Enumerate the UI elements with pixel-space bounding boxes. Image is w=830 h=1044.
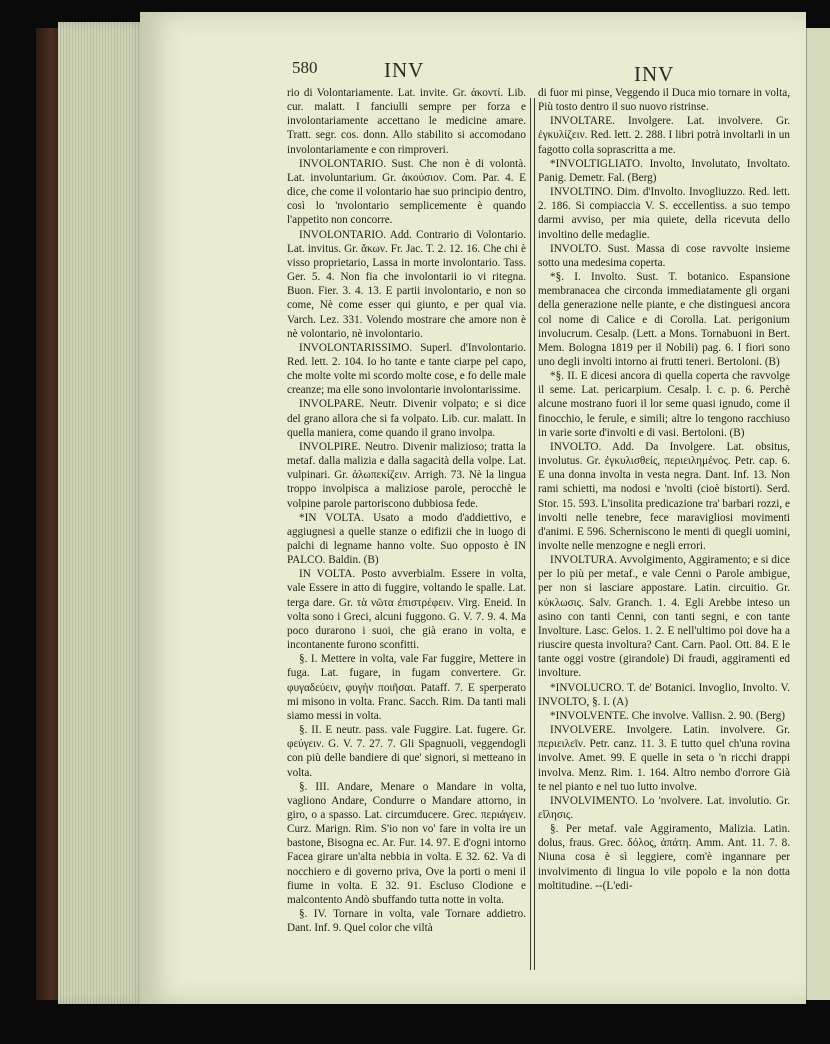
dictionary-entry: §. III. Andare, Menare o Mandare in volta, vagliono Andare, Condurre o Mandare attorno, in giro, o a spasso. Lat. circumducere. Grec. περιάγειν. Curz. Marign. Rim. S'io non vo' fare in volta ire un bastone, Bisogna ec. Ar. Fur. 14. 97. E d'ogni intorno Facea girare un'alta nebbia in volta. E 32. 62. Va di nocchiero e di governo priva, Ove la porti o meni il fiume in volta. E 32. 91. Escluso Clodione e malcontento Andò sbuffando tutta notte in volta.	[287, 780, 526, 906]
dictionary-entry: *INVOLUCRO. T. de' Botanici. Invoglio, Involto. V. INVOLTO, §. I. (A)	[538, 681, 790, 708]
dictionary-entry: §. IV. Tornare in volta, vale Tornare addietro. Dant. Inf. 9. Quel color che viltà	[287, 908, 526, 935]
dictionary-entry: INVOLONTARIO. Sust. Che non è di volontà. Lat. involuntarium. Gr. ἀκούσιον. Com. Par. 4. E dice, che come il volontario hae suo principio dentro, così lo 'nvolontario semplicemente è quando l'appetito non concorre.	[287, 157, 526, 227]
dictionary-entry: INVOLONTARISSIMO. Superl. d'Involontario. Red. lett. 2. 104. Io ho tante e tante ciarpe pel capo, che molte volte mi scordo molte cose, e fo delle male creanze; ma elle sono involontarie involontarissime.	[287, 341, 526, 397]
dictionary-entry: IN VOLTA. Posto avverbialm. Essere in volta, vale Essere in atto di fuggire, voltando le spalle. Lat. terga dare. Gr. τὰ νῶτα ἐπιστρέφειν. Virg. Eneid. In volta sono i Greci, alcuni fuggono. G. V. 7. 9. 4. Ma poco durarono i suoi, che già erano in volta, e incontanente furono sconfitti.	[287, 568, 526, 652]
dictionary-entry: §. II. E neutr. pass. vale Fuggire. Lat. fugere. Gr. φεύγειν. G. V. 7. 27. 7. Gli Spagnuoli, veggendogli con più delle bandiere di que' signori, si metteano in volta.	[287, 724, 526, 779]
dictionary-entry: INVOLTO. Add. Da Involgere. Lat. obsitus, involutus. Gr. ἐγκυλισθείς, περιειλημένος. Petr. cap. 6. E una donna involta in vesta negra. Dant. Inf. 13. Non rami schietti, ma nodosi e 'nvolti (cioè bistorti). Serd. Stor. 15. 593. L'insolita predicazione tra' barbari rozzi, e involti nelle tenebre, fece maravigliosi movimenti d'animi. E 596. Scherniscono le menti di quegli uomini, involte nelle menzogne e negli errori.	[538, 440, 790, 552]
page-number: 580	[292, 58, 318, 77]
page-stack	[58, 22, 146, 1004]
dictionary-entry: rio di Volontariamente. Lat. invite. Gr. ἀκοντί. Lib. cur. malatt. I fanciulli sempre per forza e involontariamente accettano le medicine amare. Tratt. segr. cos. donn. Allo stabilito si accomodano involontariamente e con rimproveri.	[287, 87, 526, 156]
dictionary-entry: *IN VOLTA. Usato a modo d'addiettivo, e aggiugnesi a quelle stanze o edifizii che in luogo di palchi di legname hanno volte. Suo opposto è IN PALCO. Baldin. (B)	[287, 511, 526, 567]
dictionary-entry: §. Per metaf. vale Aggiramento, Malizia. Latin. dolus, fraus. Grec. δόλος, ἀπάτη. Amm. Ant. 11. 7. 8. Niuna cosa è sì leggiere, com'è ingannare per involvimento di lingua lo vile popolo e la non dotta moltitudine. --(L'edi-	[538, 823, 790, 892]
left-column	[287, 86, 526, 935]
running-head-right: INV	[634, 62, 675, 86]
dictionary-entry: INVOLVERE. Involgere. Latin. involvere. Gr. περιειλεῖν. Petr. canz. 11. 3. E tutto quel ch'una rovina involve. Amet. 99. E quelle in seta o 'n ricchi drappi involva. Menz. Rim. 1. 164. Altro nembo d'orrore Già te nel pianto e nel tuo lutto involve.	[538, 724, 790, 793]
dictionary-entry: *§. I. Involto. Sust. T. botanico. Espansione membranacea che circonda immediatamente gli organi della generazione nelle piante, e che distinguesi ancora col nome di Calice e di Corolla. Lat. perigonium involucrum. Cesalp. (Lett. a Mons. Tornabuoni in Bert. Mem. Bologna 1819 per il Nobili) pag. 6. I fiori sono uno degli involti intorno ai frutti teneri. Bertoloni. (B)	[538, 271, 790, 368]
dictionary-entry: INVOLTURA. Avvolgimento, Aggiramento; e si dice per lo più per metaf., e vale Cenni o Parole ambigue, per non si lasciare appostare. Latin. circuitio. Gr. κύκλωσις. Salv. Granch. 1. 4. Egli Arebbe inteso un asino con tanti Cenni, con tanti segni, e con tante Involture. Lasc. Gelos. 1. 2. E nell'ultimo poi dove ha a riuscire questa involtura? Cant. Carn. Paol. Ott. 84. E le tante oggi vostre (girandole) Di fraudi, aggiramenti ed involture.	[538, 554, 790, 680]
next-page-edge	[806, 28, 830, 1000]
dictionary-entry: *INVOLVENTE. Che involve. Vallisn. 2. 90. (Berg)	[550, 709, 786, 722]
dictionary-entry: INVOLPIRE. Neutro. Divenir malizioso; tratta la metaf. dalla malizia e dalla sagacità della volpe. Lat. vulpinari. Gr. ἀλωπεκίζειν. Arrigh. 73. Nè la lingua troppo involpisca a maliziose parole, perocchè le volpine parole partoriscono dubbiosa fede.	[287, 440, 526, 510]
dictionary-entry: INVOLPARE. Neutr. Divenir volpato; e si dice del grano allora che si fa volpato. Lib. cur. malatt. In quella maniera, come quando il grano involpa.	[287, 398, 526, 439]
dictionary-entry: §. I. Mettere in volta, vale Far fuggire, Mettere in fuga. Lat. fugare, in fugam convertere. Gr. φυγαδεύειν, φυγὴν ποιῆσαι. Pataff. 7. E sperperato mi misono in volta. Franc. Sacch. Rim. Da tanti mali siamo messi in volta.	[287, 653, 526, 722]
running-head-left: INV	[384, 58, 425, 82]
column-rule	[530, 98, 535, 970]
dictionary-entry: INVOLTARE. Involgere. Lat. involvere. Gr. ἐγκυλίζειν. Red. lett. 2. 288. I libri potrà involtarli in un fagotto colla soprascritta a me.	[538, 115, 790, 156]
dictionary-entry: *§. II. E dicesi ancora di quella coperta che ravvolge il seme. Lat. pericarpium. Cesalp. l. c. p. 6. Perchè alcune mostrano fuori il lor seme quasi ignudo, come il finocchio, le ferule, e simili; altre lo tengono racchiuso in varie sorte d'involti e di vasi. Bertoloni. (B)	[538, 370, 790, 439]
dictionary-entry: INVOLTINO. Dim. d'Involto. Invogliuzzo. Red. lett. 2. 186. Si compiaccia V. S. eccellentiss. a suo tempo darmi avviso, per mia quiete, della ricevuta dello involtino delle medaglie.	[538, 186, 790, 241]
dictionary-entry: *INVOLTIGLIATO. Involto, Involutato, Involtato. Panig. Demetr. Fal. (Berg)	[538, 157, 790, 184]
dictionary-entry: INVOLVIMENTO. Lo 'nvolvere. Lat. involutio. Gr. εἴλησις.	[538, 794, 790, 821]
dictionary-entry: di fuor mi pinse, Veggendo il Duca mio tornare in volta, Più tosto dentro il suo nuovo ristrinse.	[538, 87, 790, 114]
right-column	[538, 86, 790, 893]
dictionary-entry: INVOLONTARIO. Add. Contrario di Volontario. Lat. invitus. Gr. ἄκων. Fr. Jac. T. 2. 12. 16. Che chi è visso proprietario, Lassa in morte involontario. Tass. Ger. 5. 4. Non fia che involontarii io vi ritegna. Buon. Fier. 3. 4. 13. E partii involontario, e non so come, Nè come esser qui giunto, e per qual via. Varch. Lez. 331. Volendo mostrare che amore non è nè volontario, nè involontario.	[287, 228, 526, 340]
dictionary-entry: INVOLTO. Sust. Massa di cose ravvolte insieme sotto una medesima coperta.	[538, 242, 790, 269]
